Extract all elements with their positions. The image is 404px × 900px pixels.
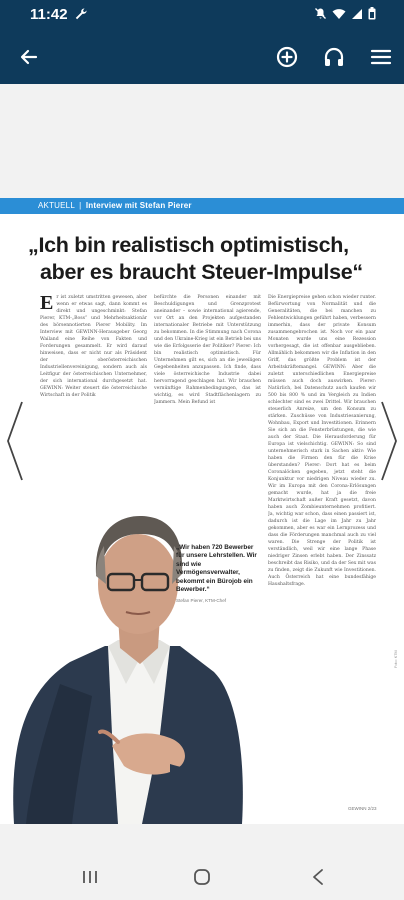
column-1-text: r ist zuletzt umstritten gewesen, aber wenn er etwas sagt, dann kommt es direkt und ungeschminkt: Stefan Pierer, KTM-„Boss“ und Mehrheitsaktionär des börsennotierten Pierer Mobility. Im Interview mit GEWINN-Herausgeber Georg Wailand eine Reihe von Fakten und Forderungen gesammelt. Er wird darauf hinweisen, dass er nicht nur als Präsident der oberösterreichischen Industriellenvereinigung, sondern auch als Leitfigur der österreichischen Unternehmer, der sich international durchgesetzt hat. GEWINN: Weiter steuert die österreichische Wirtschaft in der Politik [40,295,147,398]
rubric-separator: | [79,201,82,210]
article-headline [28,232,398,286]
rubric-section: AKTUELL [38,201,75,210]
system-icons [314,7,376,20]
rubric-label [38,201,192,210]
next-page-chevron-icon[interactable] [380,400,398,482]
page-viewer[interactable] [0,84,404,854]
headline-line-1: „Ich bin realistisch optimistisch, [28,233,349,257]
wrench-icon [74,7,88,21]
hamburger-menu-icon[interactable] [366,42,396,72]
battery-icon [368,7,376,20]
column-3-text: Die Energiepreise gehen schon wieder runter. Befürwortung von Normalität und die Generalitäten, die bei manchen zu Fehlentwicklungen geführt haben, verbessern immerhin, dass der private Konsum zusammengebrochen ist. Noch vor ein paar Monaten wurde uns eine Rezession vorhergesagt, die ist offenbar ausgeblieben. Allmählich bekommen wir die Inflation in den Griff, das größte Problem ist der Arbeitskräftemangel. GEWINN: Aber die zuletzt unterschiedlichen Energiepreise müssen auch doch auswirken. Pierer: Natürlich, bei Datenschutz auch kaufen wir 500 bis 800 % und im Vergleich zu Indien schlechter sind es zwei Drittel. Wir brauchen steuerlich Anreize, um den Konsum zu stärken. Zuschüsse von Industriesanierung, Wohnbau, Export und Investitionen. Erinnern Sie sich an die Fensterbrüstungen, die wie auch der Staat. Die Herausforderung für Europa ist vielschichtig. GEWINN: So sind unternehmerisch stark in Sachen aktiv: Wie haben die Firmen den für die Krise überstanden? Pierer: Dort hat es beim Coronalöcken gegeben, jetzt steht die Konjunktur vor niedrigen Niveau wieder zu. Wir im Europa mit den Corona-Erlösungen gemacht wurde, hat ja die freie Marktwirtschaft außer Kraft gesetzt, davon haben auch Zombieunternehmen profitiert. Ja, wichtig war schon, dass einen passiert ist, dadurch ist die Lage im Jahr zu Jahr gekommen, aber es war ein Lernprozess und dass die Förderungen manchmal auch zu viel waren. Die Strenge der Politik ist verständlich, weil wir eine lange Phase niedriger Zinsen erlebt haben. Der Zinssatz beschreibt das Risiko, und da der Sex mit was zu finden, zeigt die Zukunft wie Investitionen. Auch Österreich hat eine bundesfähige Haushaltsfrage. [268,295,376,587]
status-bar [0,0,404,30]
headphones-icon[interactable] [319,42,349,72]
back-icon[interactable] [306,866,330,888]
drop-cap: E [40,294,54,314]
portrait-photo [0,434,262,824]
wifi-icon [332,8,346,20]
rubric-bar [0,198,404,214]
pull-quote [176,544,262,604]
page-footer: GEWINN 2/23 [348,806,377,811]
magazine-page[interactable] [0,198,404,824]
status-time: 11:42 [30,6,68,23]
recents-icon[interactable] [78,866,102,888]
article-column-2 [154,294,261,446]
headline-line-2: aber es braucht Steuer-Impulse“ [40,260,363,284]
article-column-1 [40,294,147,446]
zoom-in-icon[interactable] [272,42,302,72]
photo-credit: Foto: KTM [394,650,398,668]
mute-icon [314,7,327,20]
home-icon[interactable] [190,866,214,888]
rubric-topic: Interview mit Stefan Pierer [85,201,192,210]
pull-quote-source: Stefan Pierer, KTM-Chef [176,598,227,604]
article-column-3 [268,294,376,790]
back-arrow-icon[interactable] [14,42,44,72]
signal-icon [351,8,363,20]
column-2-text: befürchte die Personen einander mit Beschuldigungen und Grenzprotest aneinander – sowie international agierende, vor Ort an den Projekten aufgestanden internationaler Betriebe mit Unterstützung zu bekommen. In die Stimmung nach Corona und den Ukraine-Krieg ist ein Betrieb bei uns wie die Erfolgsserie der Politiker? Pierer: Ich bin realistisch optimistisch. Für Unternehmen gilt es, sich an die jeweiligen Gegebenheiten anzupassen. Ich finde, dass viele österreichische Industrie dabei hervorragend geschlagen hat. Wir brauchen vernünftige Rahmenbedingungen, das ist wichtig, es wird Stadtflächenlagern zu Jammern. Mein Befund ist [154,295,261,405]
previous-page-chevron-icon[interactable] [6,400,24,482]
app-bar [0,30,404,84]
system-navigation-bar [0,854,404,900]
pull-quote-text: „Wir haben 720 Bewerber für unsere Lehrstellen. Wir sind wie Vermögensverwalter, bekommt ein Bürojob ein Bewerber.“ [176,544,257,594]
